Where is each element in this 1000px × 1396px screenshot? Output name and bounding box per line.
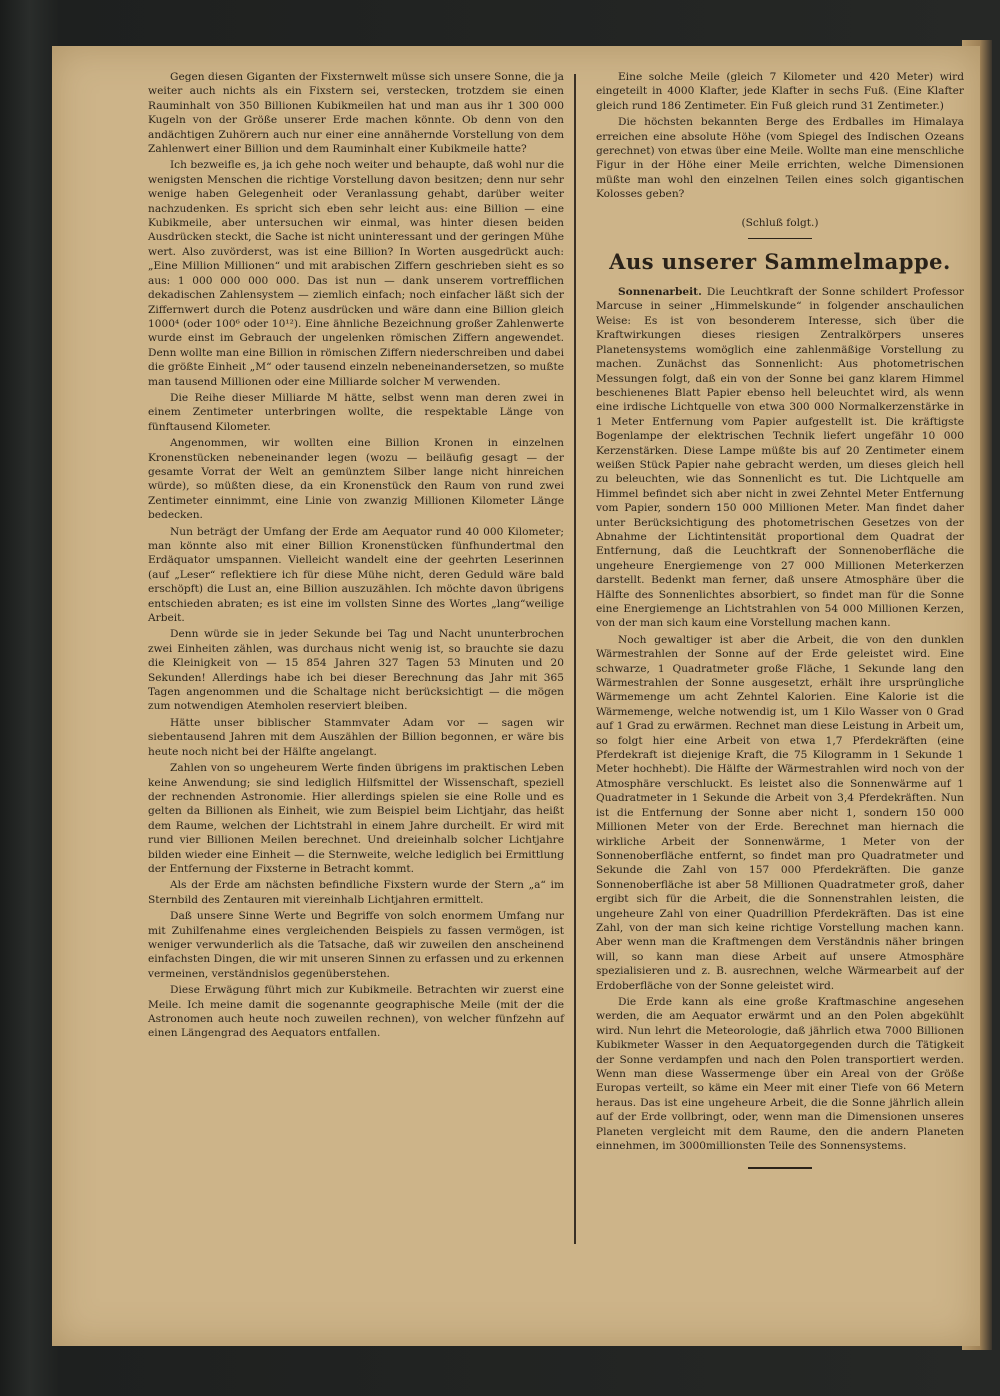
column-divider [574, 74, 576, 1244]
paragraph: Diese Erwägung führt mich zur Kubikmeile. Betrachten wir zuerst eine Meile. Ich meine damit die sogenannte geographische Meile (mit der die Astronomen auch heute noch zuweilen rechnen), von welcher fünfzehn auf einen Längengrad des Aequators entfallen. [148, 984, 564, 1040]
section-title: Aus unserer Sammelmappe. [609, 249, 951, 275]
paragraph: Angenommen, wir wollten eine Billion Kronen in einzelnen Kronenstücken nebeneinander legen (wozu — beiläufig gesagt — der gesamte Vorrat der Welt an gemünztem Silber lange nicht hinreichen würde), so müßten diese, da ein Kronenstück den Raum von rund zwei Zentimeter einnimmt, eine Linie von zwanzig Millionen Kilometer Länge bedecken. [148, 437, 564, 522]
paragraph: Die höchsten bekannten Berge des Erdballes im Himalaya erreichen eine absolute Höhe (vom Spiegel des Indischen Ozeans gerechnet) von etwas über eine Meile. Wollte man eine menschliche Figur in der Höhe einer Meile errichten, welche Dimensionen müßte man wohl den einzelnen Teilen eines solch gigantischen Kolosses geben? [596, 116, 964, 201]
paragraph: Nun beträgt der Umfang der Erde am Aequator rund 40 000 Kilometer; man könnte also mit einer Billion Kronenstücken fünfhundertmal den Erdäquator umspannen. Vielleicht wandelt eine der geehrten Leserinnen (auf „Leser“ reflektiere ich für diese Mühe nicht, deren Geduld wäre bald erschöpft) die Lust an, eine Billion auszuzählen. Ich möchte davon übrigens entschieden abraten; es ist eine im vollsten Sinne des Wortes „lang“weilige Arbeit. [148, 525, 564, 625]
paragraph [596, 285, 964, 631]
right-column [596, 70, 964, 1169]
paragraph: Ich bezweifle es, ja ich gehe noch weiter und behaupte, daß wohl nur die wenigsten Menschen die richtige Vorstellung davon besitzen; denn nur sehr wenige haben Gelegenheit oder Veranlassung gehabt, darüber weiter nachzudenken. Es spricht sich eben sehr leicht aus: eine Billion — eine Kubikmeile, aber untersuchen wir einmal, was hinter diesen beiden Ausdrücken steckt, die Sache ist nicht uninteressant und der geringen Mühe wert. Also zuvörderst, was ist eine Billion? In Worten ausgedrückt auch: „Eine Million Millionen“ und mit arabischen Ziffern geschrieben sieht es so aus: 1 000 000 000 000. Das ist nun — dank unserem vortrefflichen dekadischen Zahlensystem — ziemlich einfach; noch einfacher läßt sich der Ziffernwert durch die Potenz ausdrücken und wäre dann eine Billion gleich 1000⁴ (oder 100⁶ oder 10¹²). Eine ähnliche Bezeichnung großer Zahlenwerte wurde einst im Gebrauch der ungelenken römischen Ziffern angewendet. Denn wollte man eine Billion in römischen Ziffern niederschreiben und dabei die größte Einheit „M“ oder tausend einzeln nebeneinandersetzen, so mußte man tausend Millionen oder eine Milliarde solcher M verwenden. [148, 159, 564, 388]
continued-note: (Schluß folgt.) [741, 216, 819, 229]
paragraph: Zahlen von so ungeheurem Werte finden übrigens im praktischen Leben keine Anwendung; sie sind lediglich Hilfsmittel der Wissenschaft, speziell der rechnenden Astronomie. Hier allerdings spielen sie eine Rolle und es gelten da Billionen als Einheit, wie zum Beispiel beim Lichtjahr, das heißt dem Raume, welchen der Lichtstrahl in einem Jahre durcheilt. Er wird mit rund vier Billionen Meilen berechnet. Und dreieinhalb solcher Lichtjahre bilden wieder eine Einheit — die Sternweite, welche lediglich bei Ermittlung der Entfernung der Fixsterne in Betracht kommt. [148, 762, 564, 875]
paragraph: Daß unsere Sinne Werte und Begriffe von solch enormem Umfang nur mit Zuhilfenahme eines vergleichenden Beispiels zu fassen vermögen, ist weniger verwunderlich als die Tatsache, daß wir zuweilen den anscheinend einfachsten Dingen, die wir mit unseren Sinnen zu erfassen und zu erkennen vermeinen, verständnislos gegenüberstehen. [148, 910, 564, 980]
paragraph: Hätte unser biblischer Stammvater Adam vor — sagen wir siebentausend Jahren mit dem Auszählen der Billion begonnen, er wäre bis heute noch nicht bei der Hälfte angelangt. [148, 716, 564, 758]
paragraph: Denn würde sie in jeder Sekunde bei Tag und Nacht ununterbrochen zwei Einheiten zählen, was durchaus nicht wenig ist, so brauchte sie dazu die Kleinigkeit von — 15 854 Jahren 327 Tagen 53 Minuten und 20 Sekunden! Allerdings habe ich bei dieser Berechnung das Jahr mit 365 Tagen angenommen und die Schaltage nicht berücksichtigt — die mögen zum notwendigen Atemholen reserviert bleiben. [148, 628, 564, 713]
paragraph: Die Erde kann als eine große Kraftmaschine angesehen werden, die am Aequator erwärmt und an den Polen abgekühlt wird. Nun lehrt die Meteorologie, daß jährlich etwa 7000 Billionen Kubikmeter Wasser in den Aequatorgegenden durch die Tätigkeit der Sonne verdampfen und nach den Polen transportiert werden. Wenn man diese Wassermenge über ein Areal von der Größe Europas verteilt, so käme ein Meer mit einer Tiefe von 66 Metern heraus. Das ist eine ungeheure Arbeit, die die Sonne jährlich allein auf der Erde vollbringt, oder, wenn man die Dimensionen unseres Planeten vergleicht mit dem Raume, den die andern Planeten einnehmen, im 3000millionsten Teile des Sonnensystems. [596, 995, 964, 1153]
paragraph: Gegen diesen Giganten der Fixsternwelt müsse sich unsere Sonne, die ja weiter auch nichts als ein Fixstern sei, verstecken, trotzdem sie einen Rauminhalt von 350 Billionen Kubikmeilen hat und man aus ihr 1 300 000 Kugeln von der Größe unserer Erde machen könnte. Ob denn von den andächtigen Zuhörern auch nur einer eine annähernde Vorstellung von dem Zahlenwert einer Billion und dem Rauminhalt einer Kubikmeile hatte? [148, 71, 564, 156]
paragraph: Eine solche Meile (gleich 7 Kilometer und 420 Meter) wird eingeteilt in 4000 Klafter, jede Klafter in sechs Fuß. (Eine Klafter gleich rund 186 Zentimeter. Ein Fuß gleich rund 31 Zentimeter.) [596, 71, 964, 112]
paragraph: Die Reihe dieser Milliarde M hätte, selbst wenn man deren zwei in einem Zentimeter unterbringen wollte, die respektable Länge von fünftausend Kilometer. [148, 391, 564, 433]
paragraph: Noch gewaltiger ist aber die Arbeit, die von den dunklen Wärmestrahlen der Sonne auf der Erde geleistet wird. Eine schwarze, 1 Quadratmeter große Fläche, 1 Sekunde lang den Wärmestrahlen der Sonne ausgesetzt, erhält ihre ursprüngliche Wärmemenge um acht Zehntel Kalorien. Eine Kalorie ist die Wärmemenge, welche notwendig ist, um 1 Kilo Wasser von 0 Grad auf 1 Grad zu erwärmen. Rechnet man diese Leistung in Arbeit um, so folgt hier eine Arbeit von etwa 1,7 Pferdekräften (eine Pferdekraft ist diejenige Kraft, die 75 Kilogramm in 1 Sekunde 1 Meter hochhebt). Die Hälfte der Wärmestrahlen wird noch von der Atmosphäre verschluckt. Es leistet also die Sonnenwärme auf 1 Quadratmeter in 1 Sekunde die Arbeit von 3,4 Pferdekräften. Nun ist die Entfernung der Sonne aber nicht 1, sondern 150 000 Millionen Meter von der Erde. Berechnet man hiernach die wirkliche Arbeit der Sonnenwärme, 1 Meter von der Sonnenoberfläche entfernt, so findet man pro Quadratmeter und Sekunde die Zahl von 157 000 Pferdekräften. Die ganze Sonnenoberfläche ist aber 58 Millionen Quadratmeter groß, daher ergibt sich für die Arbeit, die die Sonnenstrahlen leisten, die ungeheure Zahl von einer Quadrillion Pferdekräften. Das ist eine Zahl, von der man sich keine richtige Vorstellung machen kann. Aber wenn man die Kraftmengen dem Verständnis näher bringen will, so kann man diese Arbeit auf unsere Atmosphäre spezialisieren und z. B. ausrechnen, welche Wärmearbeit auf der Erdoberfläche von der Sonne geleistet wird. [596, 633, 964, 992]
paragraph-text: Die Leuchtkraft der Sonne schildert Professor Marcuse in seiner „Himmelskunde“ in folgender anschaulichen Weise: Es ist von besonderem Interesse, sich über die Kraftwirkungen dieses riesigen Zentralkörpers unseres Planetensystems womöglich eine zahlenmäßige Vorstellung zu machen. Zunächst das Sonnenlicht: Aus photometrischen Messungen folgt, daß ein von der Sonne bei ganz klarem Himmel beschienenes Blatt Papier ebenso hell beleuchtet wird, als wenn eine irdische Lichtquelle von etwa 300 000 Normalkerzenstärke in 1 Meter Entfernung vom Papier aufgestellt ist. Die kräftigste Bogenlampe der elektrischen Technik liefert ungefähr 10 000 Kerzenstärken. Diese Lampe müßte bis auf 20 Zentimeter einem weißen Stück Papier nahe gebracht werden, um dieses gleich hell zu beleuchten, wie das Sonnenlicht es tut. Die Lichtquelle am Himmel befindet sich aber nicht in zwei Zehntel Meter Entfernung vom Papier, sondern 150 000 Millionen Meter. Man findet daher unter Berücksichtigung des photometrischen Gesetzes von der Abnahme der Lichtintensität proportional dem Quadrat der Entfernung, daß die Leuchtkraft der Sonnenoberfläche die ungeheure Energiemenge von 27 000 Millionen Meterkerzen darstellt. Bedenkt man ferner, daß unsere Atmosphäre über die Hälfte des Sonnenlichtes absorbiert, so findet man für die Sonne eine Energiemenge an Lichtstrahlen von 54 000 Millionen Kerzen, von der man sich kaum eine Vorstellung machen kann. [596, 286, 964, 630]
divider [748, 238, 812, 239]
paragraph: Als der Erde am nächsten befindliche Fixstern wurde der Stern „a“ im Sternbild des Zentauren mit viereinhalb Lichtjahren ermittelt. [148, 879, 564, 906]
left-column [148, 70, 564, 1043]
end-rule [748, 1167, 812, 1169]
article-lead: Sonnenarbeit. [618, 286, 702, 299]
